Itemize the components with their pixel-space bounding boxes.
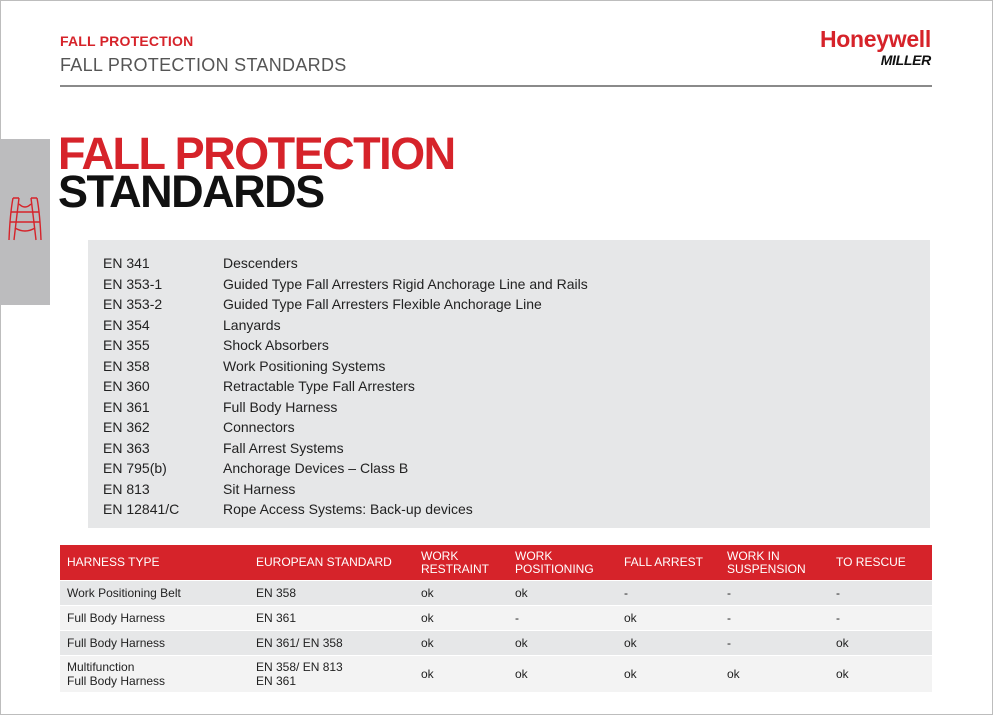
brand-sub: MILLER bbox=[880, 52, 931, 68]
table-header-row bbox=[60, 545, 932, 581]
standard-code: EN 795(b) bbox=[103, 460, 167, 476]
table-row bbox=[60, 581, 932, 606]
standard-description: Connectors bbox=[223, 419, 295, 435]
standard-description: Guided Type Fall Arresters Rigid Anchorage Line and Rails bbox=[223, 275, 588, 292]
table-cell: - bbox=[829, 606, 932, 631]
page-title-line-2: STANDARDS bbox=[58, 166, 324, 217]
standard-item bbox=[103, 458, 588, 479]
table-cell: ok bbox=[508, 631, 617, 656]
standard-description: Guided Type Fall Arresters Flexible Anchorage Line bbox=[223, 296, 542, 312]
table-cell: ok bbox=[829, 656, 932, 693]
standard-item bbox=[103, 315, 588, 336]
standard-code: EN 361 bbox=[103, 398, 150, 415]
standard-description: Shock Absorbers bbox=[223, 337, 329, 353]
column-header: HARNESS TYPE bbox=[60, 545, 249, 581]
header-divider bbox=[60, 85, 932, 87]
standard-item bbox=[103, 253, 588, 274]
table-cell: Work Positioning Belt bbox=[60, 581, 249, 606]
standard-code: EN 813 bbox=[103, 480, 150, 497]
standard-description: Work Positioning Systems bbox=[223, 357, 386, 374]
table-cell: Full Body Harness bbox=[60, 631, 249, 656]
standard-description: Rope Access Systems: Back-up devices bbox=[223, 501, 473, 517]
standard-description: Sit Harness bbox=[223, 480, 296, 497]
harness-table-wrapper bbox=[60, 545, 932, 692]
table-row bbox=[60, 606, 932, 631]
standard-code: EN 362 bbox=[103, 419, 150, 435]
table-cell: EN 361 bbox=[249, 606, 414, 631]
standard-code: EN 341 bbox=[103, 255, 150, 271]
column-header: TO RESCUE bbox=[829, 545, 932, 581]
standard-description: Fall Arrest Systems bbox=[223, 439, 344, 456]
standard-item bbox=[103, 294, 588, 315]
side-tab bbox=[0, 139, 50, 305]
table-cell: ok bbox=[414, 581, 508, 606]
standard-code: EN 363 bbox=[103, 439, 150, 456]
table-cell: ok bbox=[414, 656, 508, 693]
standard-item bbox=[103, 499, 588, 520]
standard-description: Retractable Type Fall Arresters bbox=[223, 378, 415, 394]
standard-item bbox=[103, 274, 588, 295]
standard-code: EN 353-1 bbox=[103, 275, 163, 292]
table-cell: ok bbox=[617, 631, 720, 656]
column-header: WORK IN SUSPENSION bbox=[720, 545, 829, 581]
harness-table bbox=[60, 545, 932, 692]
standard-item bbox=[103, 397, 588, 418]
table-cell: ok bbox=[508, 656, 617, 693]
brand-logo bbox=[820, 26, 931, 68]
standard-code: EN 355 bbox=[103, 337, 150, 353]
column-header: WORK POSITIONING bbox=[508, 545, 617, 581]
table-cell: ok bbox=[617, 606, 720, 631]
column-header: WORK RESTRAINT bbox=[414, 545, 508, 581]
table-cell: Full Body Harness bbox=[60, 606, 249, 631]
table-cell: ok bbox=[414, 631, 508, 656]
section-label: FALL PROTECTION bbox=[60, 33, 194, 49]
standard-code: EN 354 bbox=[103, 316, 150, 333]
table-cell: ok bbox=[508, 581, 617, 606]
table-cell: EN 358 bbox=[249, 581, 414, 606]
table-cell: - bbox=[508, 606, 617, 631]
table-cell: EN 361/ EN 358 bbox=[249, 631, 414, 656]
table-cell: - bbox=[720, 606, 829, 631]
page-title-line-1: FALL PROTECTION bbox=[58, 128, 455, 179]
standard-code: EN 360 bbox=[103, 378, 150, 394]
table-cell: EN 358/ EN 813 EN 361 bbox=[249, 656, 414, 693]
table-cell: ok bbox=[829, 631, 932, 656]
standard-code: EN 353-2 bbox=[103, 296, 163, 312]
standard-item bbox=[103, 438, 588, 459]
harness-icon bbox=[5, 194, 45, 244]
standard-item bbox=[103, 335, 588, 356]
standards-panel bbox=[88, 240, 930, 528]
standard-item bbox=[103, 356, 588, 377]
table-cell: - bbox=[720, 581, 829, 606]
standard-item bbox=[103, 417, 588, 438]
standard-description: Anchorage Devices – Class B bbox=[223, 460, 409, 476]
standards-list bbox=[103, 253, 588, 520]
standard-item bbox=[103, 376, 588, 397]
column-header: FALL ARREST bbox=[617, 545, 720, 581]
table-cell: ok bbox=[617, 656, 720, 693]
table-cell: Multifunction Full Body Harness bbox=[60, 656, 249, 693]
table-cell: - bbox=[720, 631, 829, 656]
table-cell: - bbox=[617, 581, 720, 606]
table-cell: ok bbox=[720, 656, 829, 693]
brand-name: Honeywell bbox=[819, 26, 931, 52]
standard-description: Lanyards bbox=[223, 316, 281, 333]
table-row bbox=[60, 656, 932, 693]
table-cell: - bbox=[829, 581, 932, 606]
table-row bbox=[60, 631, 932, 656]
section-subtitle: FALL PROTECTION STANDARDS bbox=[60, 55, 347, 75]
standard-item bbox=[103, 479, 588, 500]
table-cell: ok bbox=[414, 606, 508, 631]
standard-description: Full Body Harness bbox=[223, 398, 338, 415]
column-header: EUROPEAN STANDARD bbox=[249, 545, 414, 581]
standard-code: EN 358 bbox=[103, 357, 150, 374]
standard-code: EN 12841/C bbox=[103, 501, 180, 517]
standard-description: Descenders bbox=[223, 255, 298, 271]
